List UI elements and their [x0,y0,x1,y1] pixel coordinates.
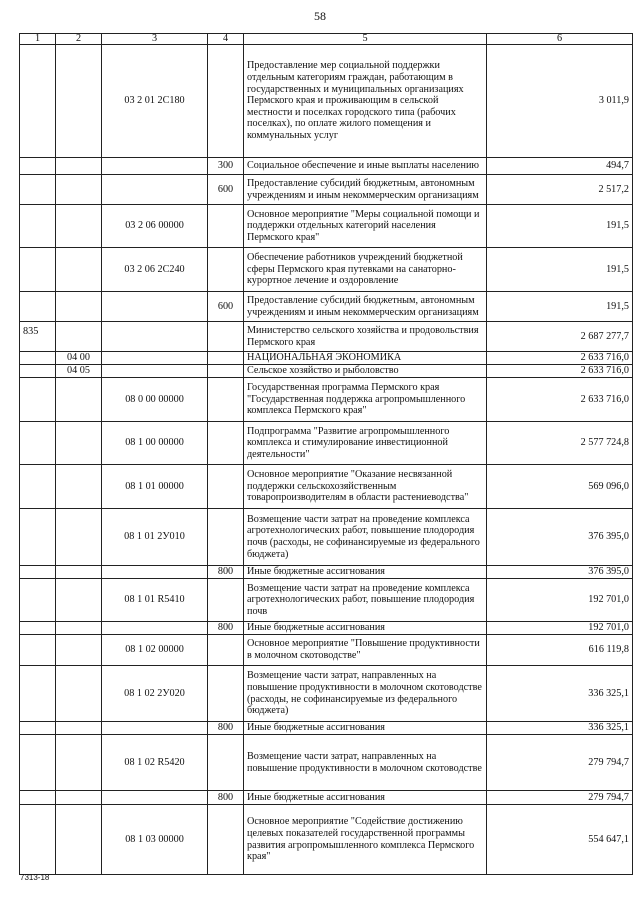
cell-amount: 336 325,1 [487,722,633,735]
cell-grbs-code [20,292,56,322]
cell-description: Предоставление мер социальной поддержки отдельным категориям граждан, работающим в государственных и муниципальных организациях Пермского края и проживающим в сельской местности и поселках городского типа (рабочих поселках), по оплате жилого помещения и коммунальных услуг [244,45,487,158]
cell-expense-type [208,666,244,722]
table-row [20,248,633,292]
cell-expense-type: 800 [208,566,244,579]
cell-section-code [56,791,102,805]
cell-expense-type [208,635,244,666]
column-header: 5 [244,34,487,45]
cell-description: Иные бюджетные ассигнования [244,722,487,735]
cell-description: Иные бюджетные ассигнования [244,791,487,805]
cell-section-code [56,322,102,352]
cell-description: Государственная программа Пермского края "Государственная поддержка агропромышленного комплекса Пермского края" [244,378,487,422]
table-row [20,622,633,635]
cell-section-code [56,579,102,622]
cell-grbs-code [20,352,56,365]
cell-grbs-code [20,509,56,566]
cell-amount: 2 577 724,8 [487,422,633,465]
cell-amount: 616 119,8 [487,635,633,666]
table-row [20,465,633,509]
table-row [20,45,633,158]
cell-amount: 3 011,9 [487,45,633,158]
cell-target-article [102,791,208,805]
cell-amount: 191,5 [487,205,633,248]
cell-amount: 191,5 [487,292,633,322]
table-row [20,735,633,791]
table-row [20,791,633,805]
cell-description: Сельское хозяйство и рыболовство [244,365,487,378]
table-row [20,579,633,622]
cell-target-article: 08 1 02 00000 [102,635,208,666]
cell-amount: 2 633 716,0 [487,365,633,378]
cell-amount: 2 517,2 [487,175,633,205]
cell-target-article: 03 2 01 2С180 [102,45,208,158]
cell-section-code [56,722,102,735]
cell-section-code [56,45,102,158]
cell-description: Основное мероприятие "Содействие достижению целевых показателей государственной программы развития агропромышленного комплекса Пермского края" [244,805,487,875]
cell-grbs-code [20,465,56,509]
cell-grbs-code [20,579,56,622]
column-header: 6 [487,34,633,45]
cell-expense-type [208,509,244,566]
table-row [20,205,633,248]
cell-description: Иные бюджетные ассигнования [244,566,487,579]
cell-amount: 376 395,0 [487,566,633,579]
column-header: 3 [102,34,208,45]
cell-target-article: 08 1 02 R5420 [102,735,208,791]
cell-section-code [56,635,102,666]
cell-grbs-code [20,365,56,378]
cell-section-code: 04 05 [56,365,102,378]
cell-expense-type: 800 [208,722,244,735]
cell-expense-type: 600 [208,175,244,205]
cell-section-code [56,158,102,175]
table-row [20,175,633,205]
cell-target-article [102,622,208,635]
cell-grbs-code: 835 [20,322,56,352]
cell-target-article [102,175,208,205]
cell-amount: 2 633 716,0 [487,352,633,365]
cell-grbs-code [20,45,56,158]
cell-target-article: 03 2 06 00000 [102,205,208,248]
table-row [20,322,633,352]
cell-grbs-code [20,635,56,666]
cell-expense-type [208,205,244,248]
cell-target-article: 08 1 01 00000 [102,465,208,509]
cell-section-code: 04 00 [56,352,102,365]
cell-description: Возмещение части затрат на проведение комплекса агротехнологических работ, повышение плодородия почв [244,579,487,622]
table-row [20,352,633,365]
cell-grbs-code [20,205,56,248]
cell-grbs-code [20,248,56,292]
page-number: 58 [314,9,326,23]
cell-description: Возмещение части затрат, направленных на повышение продуктивности в молочном скотоводстве (расходы, не софинансируемые из федерального бюджета) [244,666,487,722]
cell-expense-type [208,579,244,622]
cell-section-code [56,666,102,722]
cell-description: Социальное обеспечение и иные выплаты населению [244,158,487,175]
column-header: 2 [56,34,102,45]
budget-table [19,33,633,875]
cell-section-code [56,509,102,566]
footer-code: 7313-18 [20,873,50,882]
cell-section-code [56,292,102,322]
cell-section-code [56,735,102,791]
cell-target-article: 08 0 00 00000 [102,378,208,422]
cell-expense-type [208,805,244,875]
table-row [20,158,633,175]
cell-description: Иные бюджетные ассигнования [244,622,487,635]
cell-expense-type: 600 [208,292,244,322]
cell-grbs-code [20,805,56,875]
cell-target-article [102,566,208,579]
cell-amount: 279 794,7 [487,735,633,791]
table-row [20,722,633,735]
cell-description: Предоставление субсидий бюджетным, автономным учреждениям и иным некоммерческим организациям [244,292,487,322]
cell-section-code [56,175,102,205]
cell-expense-type [208,365,244,378]
cell-expense-type: 800 [208,791,244,805]
cell-target-article [102,292,208,322]
cell-amount: 554 647,1 [487,805,633,875]
table-row [20,422,633,465]
cell-grbs-code [20,422,56,465]
cell-target-article [102,352,208,365]
cell-amount: 191,5 [487,248,633,292]
cell-grbs-code [20,175,56,205]
table-row [20,666,633,722]
cell-description: Основное мероприятие "Меры социальной помощи и поддержки отдельных категорий населения Пермского края" [244,205,487,248]
table-header-row [20,34,633,45]
cell-target-article [102,365,208,378]
cell-description: Основное мероприятие "Оказание несвязанной поддержки сельскохозяйственным товаропроизводителям в области растениеводства" [244,465,487,509]
cell-expense-type [208,45,244,158]
cell-amount: 569 096,0 [487,465,633,509]
table-row [20,635,633,666]
cell-expense-type [208,422,244,465]
cell-grbs-code [20,378,56,422]
cell-target-article: 08 1 02 2У020 [102,666,208,722]
cell-expense-type [208,465,244,509]
cell-amount: 2 633 716,0 [487,378,633,422]
cell-description: Подпрограмма "Развитие агропромышленного комплекса и стимулирование инвестиционной деятельности" [244,422,487,465]
cell-section-code [56,205,102,248]
cell-expense-type [208,735,244,791]
table-row [20,292,633,322]
cell-section-code [56,805,102,875]
cell-amount: 279 794,7 [487,791,633,805]
cell-section-code [56,378,102,422]
cell-expense-type [208,322,244,352]
cell-target-article: 08 1 03 00000 [102,805,208,875]
cell-amount: 494,7 [487,158,633,175]
table-body [20,45,633,875]
cell-description: Предоставление субсидий бюджетным, автономным учреждениям и иным некоммерческим организациям [244,175,487,205]
cell-expense-type [208,378,244,422]
cell-grbs-code [20,735,56,791]
cell-description: НАЦИОНАЛЬНАЯ ЭКОНОМИКА [244,352,487,365]
cell-amount: 376 395,0 [487,509,633,566]
cell-amount: 192 701,0 [487,579,633,622]
cell-target-article: 08 1 00 00000 [102,422,208,465]
column-header: 4 [208,34,244,45]
column-header: 1 [20,34,56,45]
cell-expense-type: 800 [208,622,244,635]
cell-target-article [102,322,208,352]
table-row [20,378,633,422]
cell-grbs-code [20,666,56,722]
cell-grbs-code [20,791,56,805]
cell-grbs-code [20,566,56,579]
cell-description: Возмещение части затрат на проведение комплекса агротехнологических работ, повышение плодородия почв (расходы, не софинансируемые из федерального бюджета) [244,509,487,566]
cell-amount: 2 687 277,7 [487,322,633,352]
table-row [20,509,633,566]
cell-expense-type [208,352,244,365]
cell-target-article: 08 1 01 R5410 [102,579,208,622]
cell-target-article: 03 2 06 2С240 [102,248,208,292]
cell-section-code [56,622,102,635]
table-row [20,805,633,875]
cell-description: Обеспечение работников учреждений бюджетной сферы Пермского края путевками на санаторно-курортное лечение и оздоровление [244,248,487,292]
cell-section-code [56,566,102,579]
cell-grbs-code [20,722,56,735]
table-row [20,365,633,378]
cell-description: Основное мероприятие "Повышение продуктивности в молочном скотоводстве" [244,635,487,666]
cell-target-article [102,158,208,175]
cell-target-article [102,722,208,735]
table-row [20,566,633,579]
cell-section-code [56,465,102,509]
cell-section-code [56,422,102,465]
cell-amount: 336 325,1 [487,666,633,722]
cell-amount: 192 701,0 [487,622,633,635]
cell-target-article: 08 1 01 2У010 [102,509,208,566]
cell-section-code [56,248,102,292]
cell-grbs-code [20,158,56,175]
cell-grbs-code [20,622,56,635]
cell-description: Возмещение части затрат, направленных на повышение продуктивности в молочном скотоводстве [244,735,487,791]
cell-expense-type: 300 [208,158,244,175]
cell-description: Министерство сельского хозяйства и продовольствия Пермского края [244,322,487,352]
cell-expense-type [208,248,244,292]
